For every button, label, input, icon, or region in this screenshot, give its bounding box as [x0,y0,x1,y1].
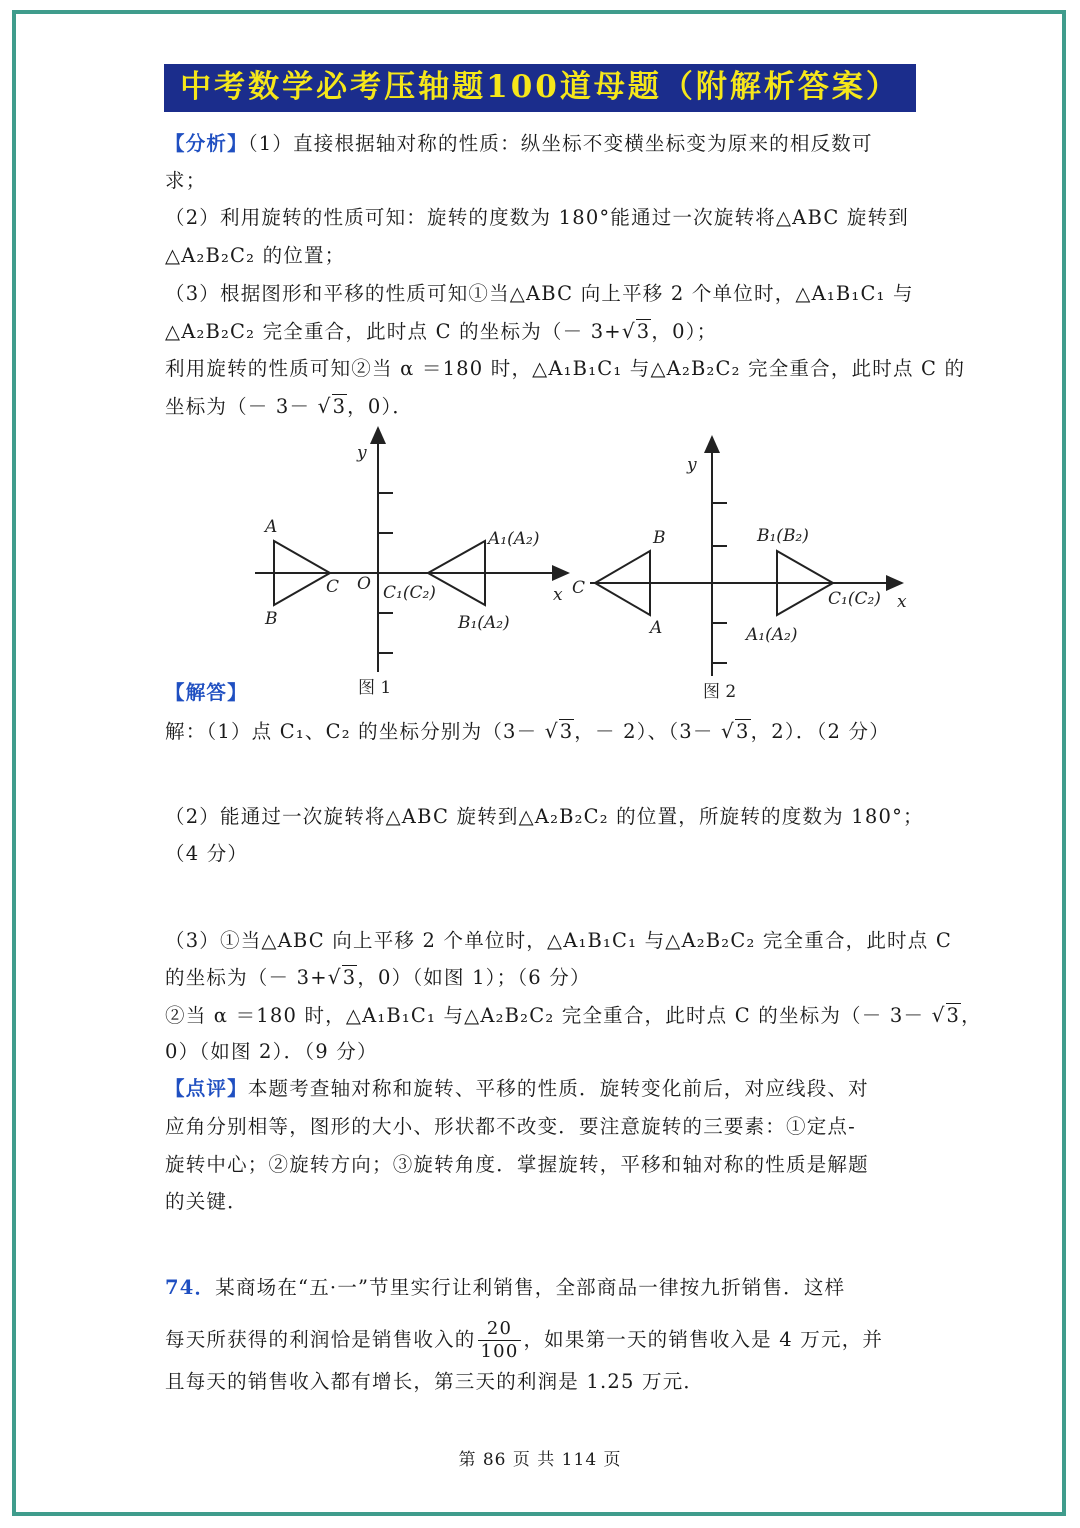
fig1-origin-label: O [357,574,371,594]
problem74-text-2b: ，如果第一天的销售收入是 4 万元，并 [523,1328,884,1351]
solution-line-7: 0）（如图 2）．（9 分） [165,1040,378,1063]
problem74-line-1 [165,1275,845,1301]
sqrt-radicand: 3 [342,966,357,989]
sqrt-radicand: 3 [735,720,750,743]
solution-line-1 [165,718,890,745]
title-banner [0,64,1080,112]
fig2-a-label: A [650,618,663,638]
sqrt-expression: √3 [721,719,750,743]
solution-tag: 【解答】 [165,681,248,704]
fig1-y-label: y [357,443,367,463]
fig1-b-label: B [265,609,278,629]
problem74-line-3: 且每天的销售收入都有增长，第三天的利润是 1.25 万元． [165,1370,705,1393]
fig1-b1a2-label: B₁(A₂) [458,613,510,633]
sqrt-radicand: 3 [946,1004,961,1027]
fig2-c1c2-label: C₁(C₂) [828,589,881,609]
sqrt-expression: √3 [317,394,347,418]
analysis-text-1: （1）直接根据轴对称的性质：纵坐标不变横坐标变为原来的相反数可 [247,132,873,155]
problem74-text-1: 某商场在“五·一”节里实行让利销售，全部商品一律按九折销售．这样 [215,1276,846,1299]
solution-text-5a: 的坐标为（－ 3+ [165,966,328,989]
analysis-tag: 【分析】 [165,132,248,155]
sqrt-radicand: 3 [559,720,574,743]
analysis-line-4: △A₂B₂C₂ 的位置； [165,244,346,267]
solution-line-2: （2）能通过一次旋转将△ABC 旋转到△A₂B₂C₂ 的位置，所旋转的度数为 180°； [165,805,924,828]
solution-line-6 [165,1002,982,1029]
problem74-text-2a: 每天所获得的利润恰是销售收入的 [165,1328,476,1351]
fig2-x-label: x [897,592,907,612]
fraction [478,1318,522,1363]
analysis-text-8a: 坐标为（－ 3－ [165,395,318,418]
sqrt-expression: √3 [544,719,574,743]
comment-line-1 [165,1076,869,1102]
solution-text-1a: 解：（1）点 C₁、C₂ 的坐标分别为（3－ [165,720,545,743]
analysis-line-1 [165,131,873,157]
solution-line-4: （3）①当△ABC 向上平移 2 个单位时，△A₁B₁C₁ 与△A₂B₂C₂ 完全重合，此时点 C [165,929,952,952]
fig1-c1c2-label: C₁(C₂) [383,583,436,603]
solution-text-1b: ，－ 2）、（3－ [574,720,722,743]
solution-line-5 [165,964,591,991]
coordinate-figures [0,420,1080,710]
analysis-line-5: （3）根据图形和平移的性质可知①当△ABC 向上平移 2 个单位时，△A₁B₁C₁ 与 [165,282,914,305]
solution-line-3: （4 分） [165,842,249,865]
sqrt-expression: √3 [327,965,357,989]
fig2-caption: 图 2 [703,682,737,702]
solution-text-1c: ，2）．（2 分） [750,720,890,743]
fig1-a-label: A [265,517,278,537]
comment-text-1: 本题考查轴对称和旋转、平移的性质．旋转变化前后，对应线段、对 [247,1077,869,1100]
solution-tag-line [165,680,248,706]
analysis-line-3: （2）利用旋转的性质可知：旋转的度数为 180°能通过一次旋转将△ABC 旋转到 [165,206,909,229]
problem74-line-2 [165,1318,883,1363]
fig1-a1a2-label: A₁(A₂) [488,529,540,549]
analysis-line-8 [165,393,413,420]
fig2-c-label: C [572,578,586,598]
solution-text-5b: ，0）（如图 1）；（6 分） [357,966,591,989]
problem-number: 74． [165,1276,216,1299]
fraction-denominator: 100 [480,1341,519,1362]
comment-line-4: 的关键． [165,1190,248,1213]
page-footer: 第 86 页 共 114 页 [458,1450,622,1470]
analysis-text-6a: △A₂B₂C₂ 完全重合，此时点 C 的坐标为（－ 3+ [165,320,622,343]
comment-line-2: 应角分别相等，图形的大小、形状都不改变．要注意旋转的三要素：①定点- [165,1115,856,1138]
analysis-line-6 [165,318,717,345]
fig1-c-label: C [326,577,340,597]
analysis-line-7: 利用旋转的性质可知②当 α ＝180 时，△A₁B₁C₁ 与△A₂B₂C₂ 完全重合，此时点 C 的 [165,357,966,380]
sqrt-expression: √3 [931,1003,961,1027]
sqrt-expression: √3 [621,319,651,343]
fig2-b1b2-label: B₁(B₂) [757,526,809,546]
sqrt-radicand: 3 [332,395,347,418]
analysis-line-2: 求； [165,169,207,192]
fig2-a1a2-label: A₁(A₂) [746,625,798,645]
fig1-caption: 图 1 [358,678,392,698]
solution-text-6a: ②当 α ＝180 时，△A₁B₁C₁ 与△A₂B₂C₂ 完全重合，此时点 C 的坐标为（－ 3－ [165,1004,932,1027]
comment-tag: 【点评】 [165,1077,248,1100]
fig1-x-label: x [553,585,563,605]
analysis-text-8b: ，0）． [347,395,414,418]
fig2-y-label: y [687,455,697,475]
fig2-b-label: B [653,528,666,548]
fraction-numerator: 20 [478,1318,522,1341]
solution-text-6b: ， [961,1004,982,1027]
analysis-text-6b: ，0）； [651,320,718,343]
sqrt-radicand: 3 [636,320,651,343]
comment-line-3: 旋转中心；②旋转方向；③旋转角度．掌握旋转，平移和轴对称的性质是解题 [165,1153,869,1176]
page-title: 中考数学必考压轴题100道母题（附解析答案） [164,64,916,112]
